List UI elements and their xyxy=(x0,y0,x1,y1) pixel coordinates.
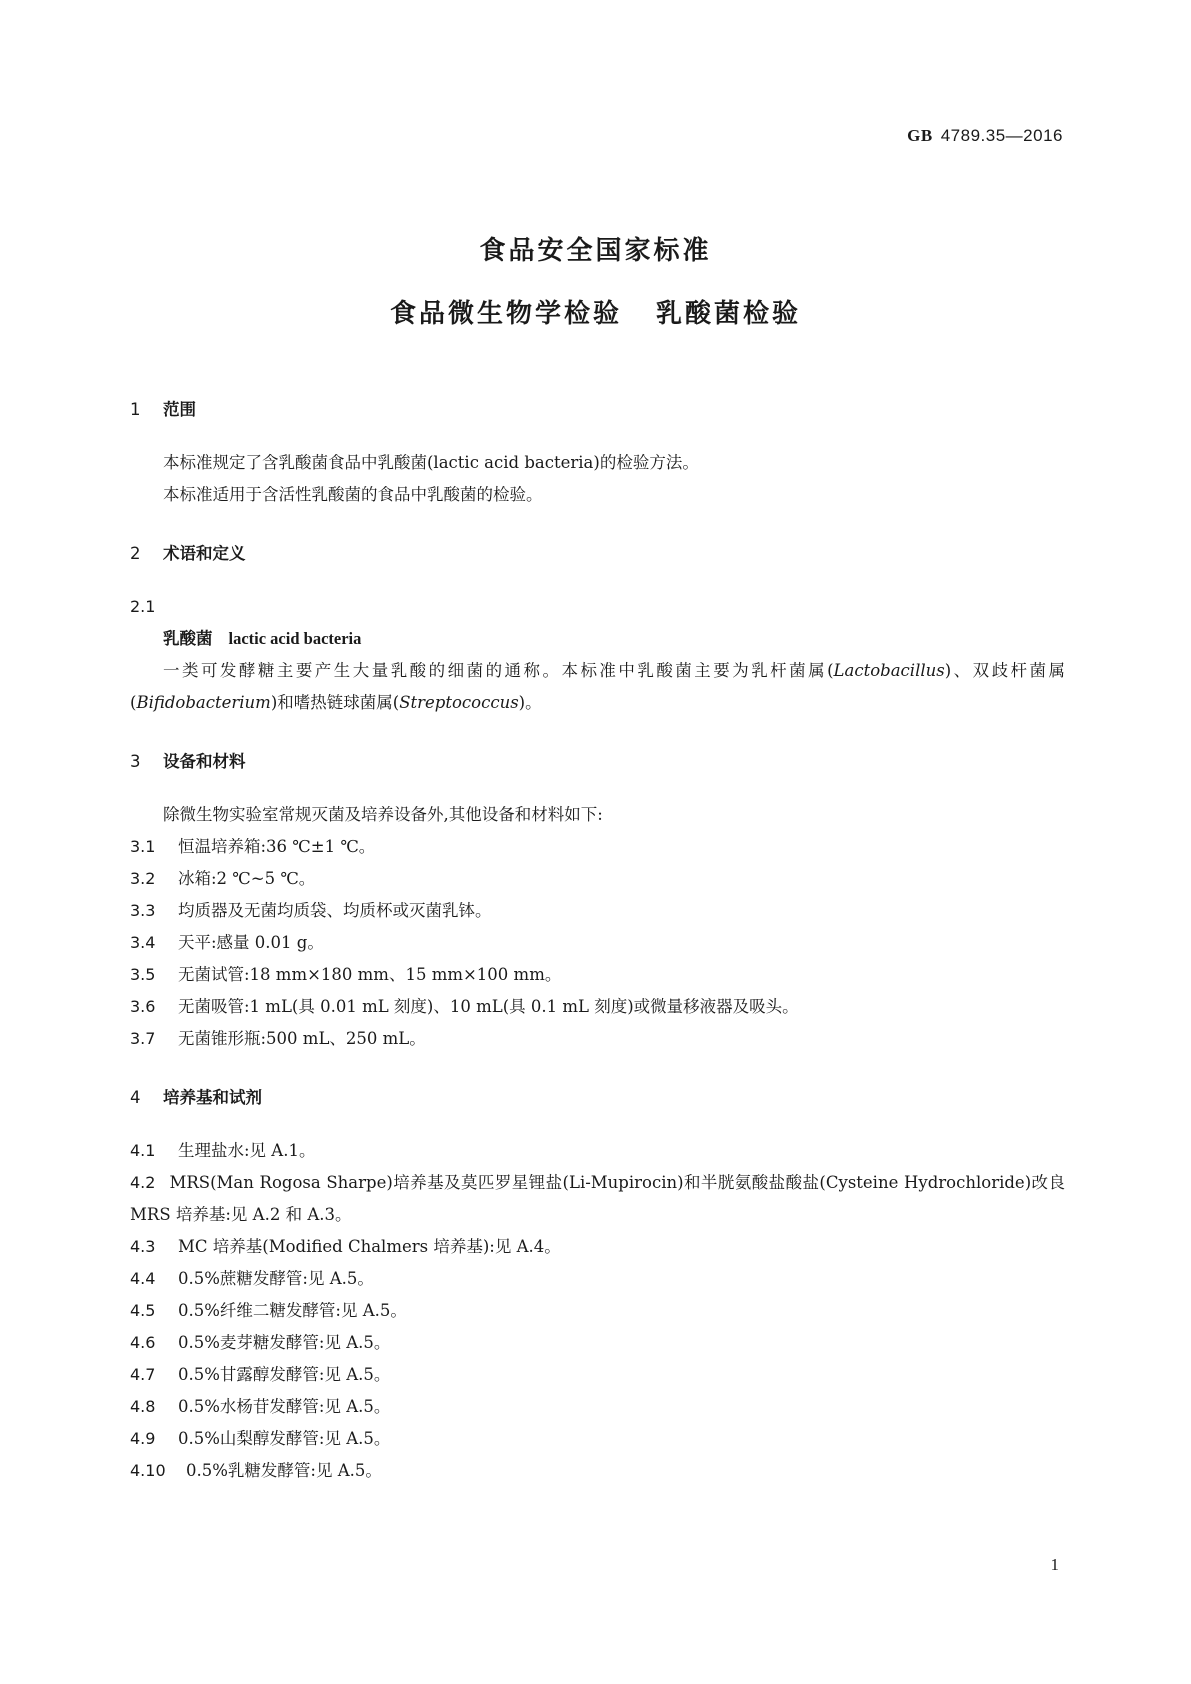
standard-prefix: GB xyxy=(907,126,933,145)
standard-number: 4789.35—2016 xyxy=(940,126,1063,145)
list-item: 3.2 冰箱:2 ℃~5 ℃。 xyxy=(130,869,316,888)
term-english: lactic acid bacteria xyxy=(228,629,362,648)
standard-code xyxy=(907,126,1063,146)
list-item: 4.9 0.5%山梨醇发酵管:见 A.5。 xyxy=(130,1429,391,1448)
clause-number-2-1: 2.1 xyxy=(130,597,156,616)
document-title: 食品安全国家标准 xyxy=(479,236,712,266)
section-heading-1: 1 范围 xyxy=(130,400,196,419)
term-chinese: 乳酸菌 xyxy=(163,629,213,648)
list-item: 4.8 0.5%水杨苷发酵管:见 A.5。 xyxy=(130,1397,391,1416)
list-item: 3.1 恒温培养箱:36 ℃±1 ℃。 xyxy=(130,837,376,856)
subtitle-part-b: 乳酸菌检验 xyxy=(656,299,802,329)
list-item: 3.3 均质器及无菌均质袋、均质杯或灭菌乳钵。 xyxy=(130,901,492,920)
list-item: 3.5 无菌试管:18 mm×180 mm、15 mm×100 mm。 xyxy=(130,965,562,984)
subtitle-part-a: 食品微生物学检验 xyxy=(389,299,622,329)
section-heading-2: 2 术语和定义 xyxy=(130,544,246,563)
list-item: 4.4 0.5%蔗糖发酵管:见 A.5。 xyxy=(130,1269,374,1288)
paragraph: 本标准适用于含活性乳酸菌的食品中乳酸菌的检验。 xyxy=(163,485,543,504)
list-item: 3.4 天平:感量 0.01 g。 xyxy=(130,933,324,952)
page-number: 1 xyxy=(1050,1555,1059,1574)
paragraph: 本标准规定了含乳酸菌食品中乳酸菌(lactic acid bacteria)的检验方法。 xyxy=(163,453,699,472)
section-heading-3: 3 设备和材料 xyxy=(130,752,246,771)
term-entry xyxy=(130,623,1065,655)
list-item: 4.10 0.5%乳糖发酵管:见 A.5。 xyxy=(130,1461,382,1480)
list-item: 3.6 无菌吸管:1 mL(具 0.01 mL 刻度)、10 mL(具 0.1 mL 刻度)或微量移液器及吸头。 xyxy=(130,997,799,1016)
list-item: 4.3 MC 培养基(Modified Chalmers 培养基):见 A.4。 xyxy=(130,1237,561,1256)
section-heading-4: 4 培养基和试剂 xyxy=(130,1088,262,1107)
list-item: 4.2 MRS(Man Rogosa Sharpe)培养基及莫匹罗星锂盐(Li-Mupirocin)和半胱氨酸盐酸盐(Cysteine Hydrochloride)改良 MRS 培养基:见 A.2 和 A.3。 xyxy=(130,1173,1065,1224)
list-item: 4.1 生理盐水:见 A.1。 xyxy=(130,1141,316,1160)
list-item: 4.7 0.5%甘露醇发酵管:见 A.5。 xyxy=(130,1365,391,1384)
document-body xyxy=(130,395,1065,1487)
list-item: 4.5 0.5%纤维二糖发酵管:见 A.5。 xyxy=(130,1301,407,1320)
list-item: 4.6 0.5%麦芽糖发酵管:见 A.5。 xyxy=(130,1333,391,1352)
paragraph: 除微生物实验室常规灭菌及培养设备外,其他设备和材料如下: xyxy=(163,805,603,824)
term-definition: 一类可发酵糖主要产生大量乳酸的细菌的通称。本标准中乳酸菌主要为乳杆菌属(Lactobacillus)、双歧杆菌属(Bifidobacterium)和嗜热链球菌属(Streptococcus)。 xyxy=(130,661,1066,712)
document-subtitle xyxy=(0,293,1191,330)
list-item: 3.7 无菌锥形瓶:500 mL、250 mL。 xyxy=(130,1029,426,1048)
